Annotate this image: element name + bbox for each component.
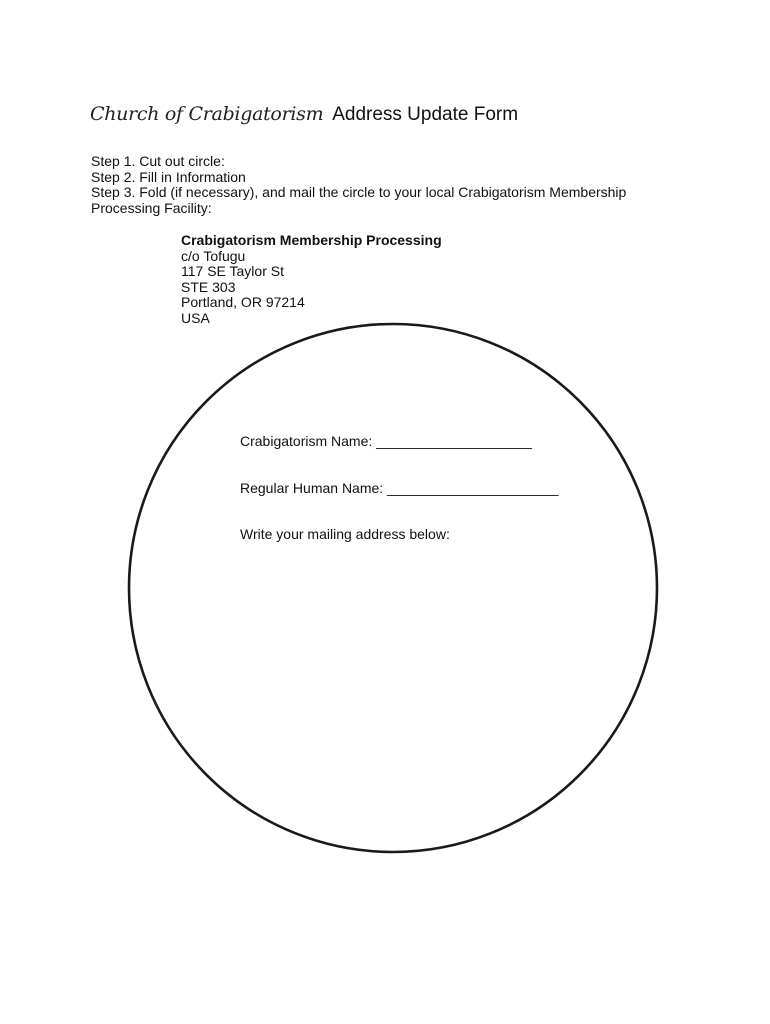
title-form-name: Address Update Form bbox=[332, 104, 519, 125]
address-suite: STE 303 bbox=[181, 278, 236, 295]
mailing-address-prompt: Write your mailing address below: bbox=[240, 526, 450, 542]
page-title bbox=[90, 91, 518, 128]
step-3: Step 3. Fold (if necessary), and mail the circle to your local Crabigatorism Membership Processing Facility: bbox=[91, 184, 627, 216]
address-recipient: Crabigatorism Membership Processing bbox=[181, 232, 442, 248]
step-2: Step 2. Fill in Information bbox=[91, 168, 246, 185]
address-street: 117 SE Taylor St bbox=[181, 263, 284, 280]
address-city-state-zip: Portland, OR 97214 bbox=[181, 294, 305, 311]
mailing-address bbox=[181, 233, 442, 327]
crabigatorism-name-field[interactable]: Crabigatorism Name: ____________________ bbox=[240, 433, 532, 449]
address-country: USA bbox=[181, 309, 210, 326]
human-name-field[interactable]: Regular Human Name: ______________________ bbox=[240, 480, 559, 496]
step-1: Step 1. Cut out circle: bbox=[91, 153, 225, 169]
address-care-of: c/o Tofugu bbox=[181, 247, 246, 264]
title-church-name: Church of Crabigatorism bbox=[90, 103, 324, 125]
instructions bbox=[91, 154, 651, 216]
